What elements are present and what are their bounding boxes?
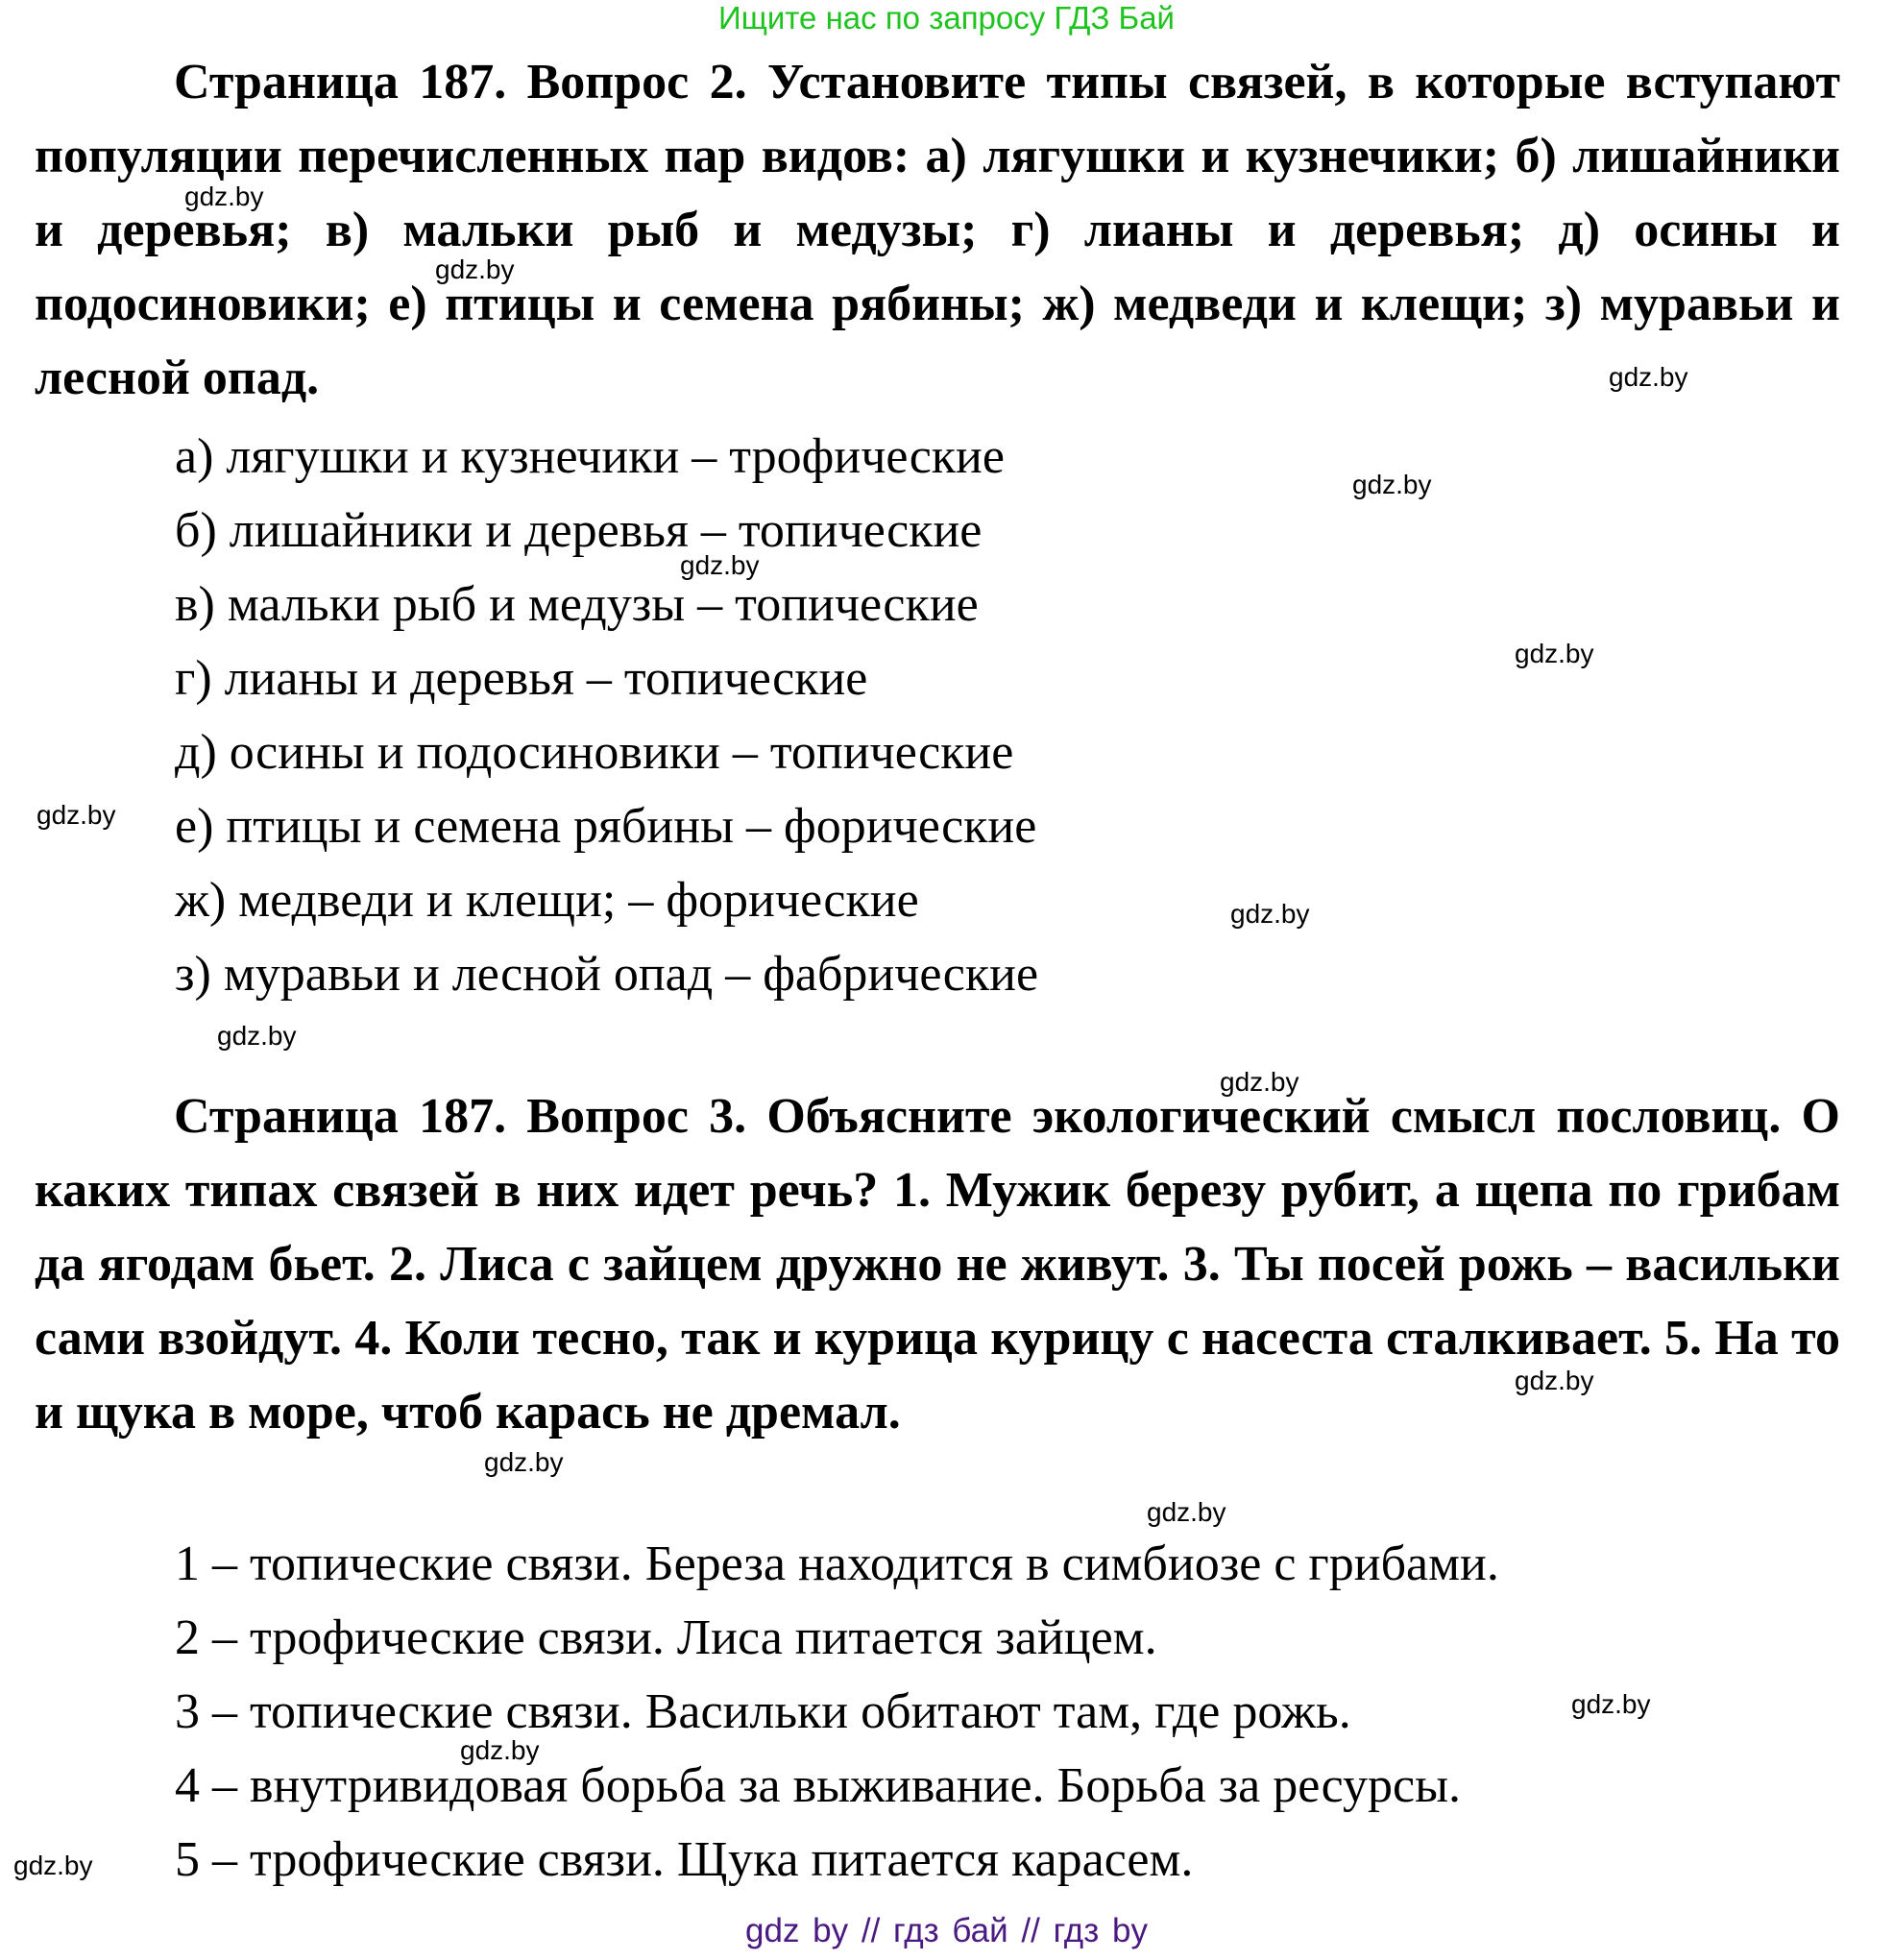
- search-banner[interactable]: Ищите нас по запросу ГДЗ Бай: [718, 0, 1175, 36]
- watermark: gdz.by: [184, 181, 264, 211]
- watermark: gdz.by: [1515, 1366, 1594, 1395]
- question-2-text: Страница 187. Вопрос 2. Установите типы связей, в которые вступают популяции перечисленных пар видов: а) лягушки и кузнечики; б) лишайники и деревья; в) мальки рыб и медузы; г) лианы и деревья; д) осины и подосиновики; е) птицы и семена рябины; ж) медведи и клещи; з) муравьи и лесной опад.: [35, 55, 1840, 405]
- watermark: gdz.by: [1147, 1497, 1226, 1527]
- watermark: gdz.by: [36, 800, 116, 830]
- answer-item: г) лианы и деревья – топические: [175, 651, 868, 706]
- answer-item: з) муравьи и лесной опад – фабрические: [175, 947, 1039, 1002]
- answer-item: б) лишайники и деревья – топические: [175, 503, 983, 558]
- answer-item: 3 – топические связи. Васильки обитают там, где рожь.: [175, 1684, 1351, 1739]
- watermark: gdz.by: [1230, 899, 1310, 929]
- watermark: gdz.by: [1220, 1067, 1299, 1097]
- answer-item: д) осины и подосиновики – топические: [175, 725, 1014, 780]
- answer-item: 4 – внутривидовая борьба за выживание. Борьба за ресурсы.: [175, 1758, 1462, 1813]
- answer-item: ж) медведи и клещи; – форические: [175, 873, 919, 928]
- answer-item: 2 – трофические связи. Лиса питается зайцем.: [175, 1610, 1157, 1665]
- answer-item: 1 – топические связи. Береза находится в симбиозе с грибами.: [175, 1537, 1499, 1591]
- answer-item: а) лягушки и кузнечики – трофические: [175, 429, 1005, 484]
- watermark: gdz.by: [1515, 639, 1594, 668]
- watermark: gdz.by: [680, 550, 760, 580]
- watermark: gdz.by: [13, 1851, 93, 1880]
- watermark: gdz.by: [1352, 470, 1432, 499]
- watermark: gdz.by: [1571, 1689, 1651, 1719]
- question-3-text: Страница 187. Вопрос 3. Объясните экологический смысл пословиц. О каких типах связей в них идет речь? 1. Мужик березу рубит, а щепа по грибам да ягодам бьет. 2. Лиса с зайцем дружно не живут. 3. Ты посей рожь – васильки сами взойдут. 4. Коли тесно, так и курица курицу с насеста сталкивает. 5. На то и щука в море, чтоб карась не дремал.: [35, 1089, 1840, 1440]
- answer-item: в) мальки рыб и медузы – топические: [175, 577, 979, 632]
- watermark: gdz.by: [1609, 362, 1688, 392]
- watermark: gdz.by: [435, 254, 515, 284]
- watermark: gdz.by: [217, 1021, 297, 1051]
- watermark: gdz.by: [460, 1735, 540, 1765]
- watermark: gdz.by: [484, 1447, 564, 1477]
- answer-item: 5 – трофические связи. Щука питается карасем.: [175, 1832, 1194, 1887]
- footer-links[interactable]: gdz by // гдз бай // гдз by: [745, 1912, 1148, 1949]
- answer-item: е) птицы и семена рябины – форические: [175, 799, 1037, 854]
